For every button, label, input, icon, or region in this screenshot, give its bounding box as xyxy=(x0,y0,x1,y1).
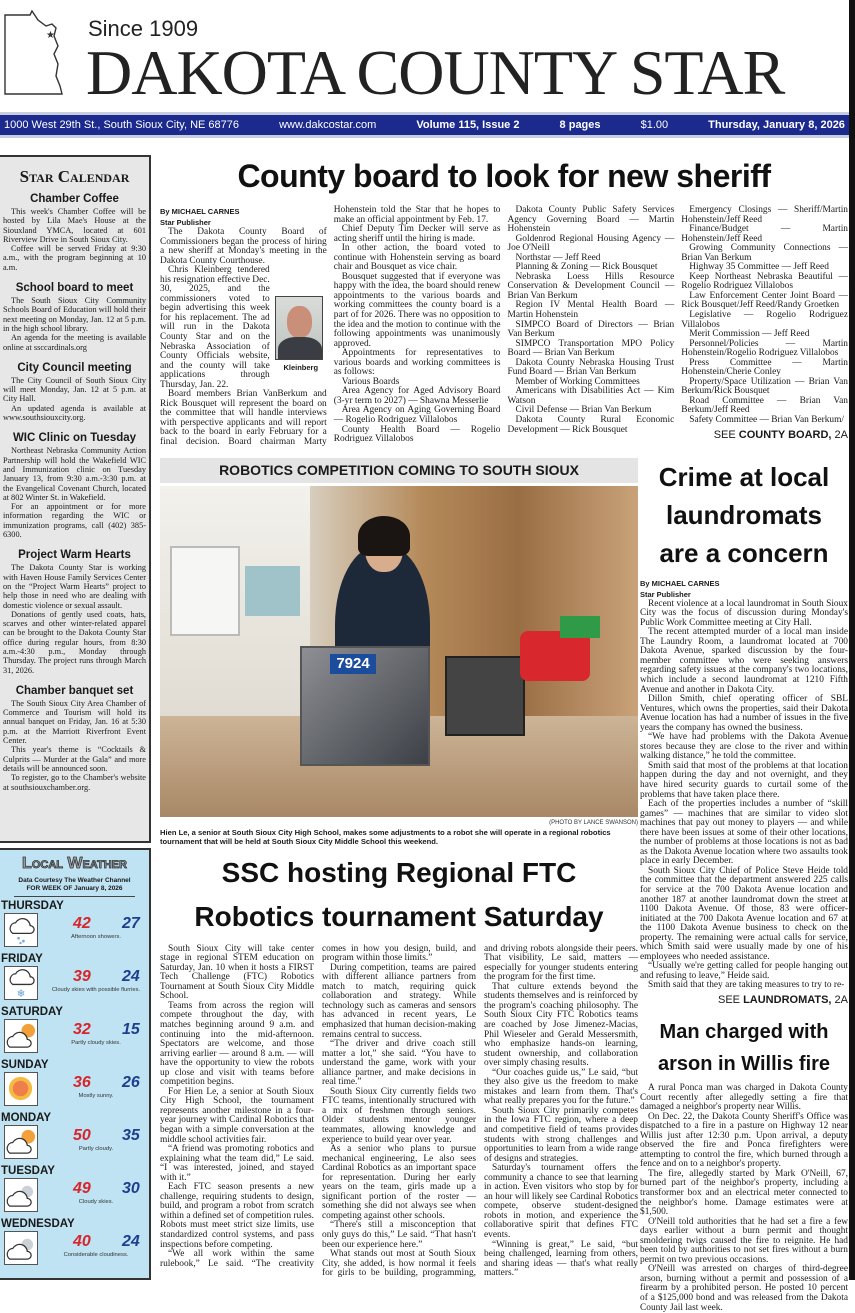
svg-text:❄: ❄ xyxy=(16,989,26,998)
high-temp: 39 xyxy=(73,968,91,985)
calendar-item-heading: City Council meeting xyxy=(17,361,132,374)
paragraph: Bousquet suggested that if everyone was happy with the idea, the board should renew appointments to the various boards and working committees the county board is a part of for 2026. There was no opposition to the idea and the motion to continue with the following appointments was unanimously approved. xyxy=(333,271,501,349)
high-temp: 36 xyxy=(73,1074,91,1091)
paragraph: Civil Defense — Brian Van Berkum xyxy=(515,405,652,416)
calendar-item-heading: WIC Clinic on Tuesday xyxy=(12,432,137,445)
paragraph: Area Agency on Aging Governing Board — Rogelio Rodriguez Villalobos xyxy=(333,405,501,426)
paragraph: An agenda for the meeting is available online at ssccardinals.org xyxy=(3,333,146,352)
newspaper-title: DAKOTA COUNTY STAR xyxy=(86,37,785,108)
jump-county-board[interactable] xyxy=(681,429,848,441)
weather-description: Cloudy skies with possible flurries. xyxy=(51,987,141,993)
headline-line: Robotics tournament Saturday xyxy=(194,900,604,932)
banner-text: ROBOTICS COMPETITION COMING TO SOUTH SIOUX xyxy=(219,461,579,478)
calendar-title: Star Calendar xyxy=(19,167,130,186)
paragraph: Road Committee — Brian Van Berkum/Jeff Reed xyxy=(681,395,848,416)
paragraph: An updated agenda is available at www.southsiouxcity.org. xyxy=(3,403,146,423)
paragraph: Law Enforcement Center Joint Board — Rick Bousquet/Jeff Reed/Randy Groetken xyxy=(681,290,848,311)
paragraph: Each FTC season presents a new challenge, requiring students to design, build, and program a robot from scratch within a defined set of competition rules. Robots must meet strict size limits, use standardized control systems, and pass inspections before competing. xyxy=(160,1182,314,1250)
paragraph: SIMPCO Board of Directors — Brian Van Berkum xyxy=(507,319,675,340)
divider xyxy=(14,896,135,897)
sheriff-headline xyxy=(160,150,848,202)
weather-row xyxy=(0,1072,149,1112)
kleinberg-photo xyxy=(275,296,327,372)
laundromat-article xyxy=(640,578,848,991)
info-bar xyxy=(0,112,849,138)
paragraph: Various Boards xyxy=(341,376,400,387)
jump-laundromats[interactable] xyxy=(640,994,848,1006)
paragraph: Board members Brian VanBerkum and Rick Bousquet will represent the board on the committee that will handle interviews with perspective applicants and will report back to the board in early February for a final decision. Board chairman Marty Hohenstein told the Star that he hopes to make an official appointment by Feb. 17. xyxy=(160,205,501,448)
low-temp: 26 xyxy=(122,1074,140,1091)
weather-credit: Data Courtesy The Weather Channel xyxy=(18,877,131,884)
robotics-banner xyxy=(160,458,638,483)
paragraph: Finance/Budget — Martin Hohenstein/Jeff Reed xyxy=(681,224,848,244)
paragraph: Keep Northeast Nebraska Beautiful — Rogelio Rodriguez Villalobos xyxy=(681,271,848,292)
paragraph: Northstar — Jeff Reed xyxy=(515,252,601,263)
weather-description: Partly cloudy skies. xyxy=(71,1040,121,1046)
paragraph: South Sioux City primarily competes in the Iowa FTC region, where a deep and competitive field of teams provides students with strong challenges and opportunities to learn from a wide range of designs and strategies. xyxy=(484,1105,638,1164)
paragraph: The City Council of South Sioux City will meet Monday, Jan. 12 at 5 p.m. at City Hall. xyxy=(3,375,146,404)
paragraph: Smith said that they are taking measures to try to re- xyxy=(648,980,845,991)
headshot-image xyxy=(275,296,323,360)
byline: By MICHAEL CARNES xyxy=(640,578,720,588)
page-edge xyxy=(849,0,855,1280)
calendar-item xyxy=(3,549,146,675)
weather-row xyxy=(0,1125,149,1165)
paragraph: To register, go to the Chamber's website at southsiouxchamber.org. xyxy=(3,773,146,792)
paragraph: Dakota County Public Safety Services Agency Governing Board — Martin Hohenstein xyxy=(507,205,675,235)
paragraph: Planning & Zoning — Rick Bousquet xyxy=(515,262,658,273)
snowflake-cloud-icon xyxy=(4,966,38,1000)
weather-day-label: THURSDAY xyxy=(1,900,64,912)
paragraph: “Our coaches guide us,” Le said, “but they also give us the freedom to make mistakes and learn from them. That's what really prepares you for the future.” xyxy=(484,1067,638,1107)
calendar-item-heading: Chamber Coffee xyxy=(30,193,119,205)
calendar-item xyxy=(3,432,146,539)
paragraph: Press Committee — Martin Hohenstein/Cherie Conley xyxy=(681,357,848,378)
paragraph: Donations of gently used coats, hats, scarves and other winter-related apparel can be brought to the Dakota County Star office during regular hours, from 8:30 a.m.-4:30 p.m., Monday through Thursday. The project runs through March 31, 2026. xyxy=(3,609,146,675)
masthead xyxy=(0,0,849,110)
partly-cloudy-icon xyxy=(4,1125,38,1159)
paragraph: Dakota County Nebraska Housing Trust Fund Board — Brian Van Berkum xyxy=(507,357,675,378)
paragraph: In other action, the board voted to continue with Hohenstein serving as board chair and Bousquet as vice chair. xyxy=(333,243,501,273)
paragraph: “The driver and drive coach still matter a lot,” she said. “You have to understand the game, work with your alliance partner, and make decisions in real time.” xyxy=(322,1039,476,1088)
sheriff-article xyxy=(160,206,848,448)
calendar-item-heading: School board to meet xyxy=(15,282,134,295)
paragraph: On Dec. 22, the Dakota County Sheriff's Office was dispatched to a fire in a pasture on Highway 12 near Willis just after 12:30 p.m. Upon arrival, a deputy observed the fire and Ponca firefighters were attempting to control the fire, which burned through a fence and on to a neighbor's property. xyxy=(640,1111,848,1170)
arson-headline xyxy=(640,1016,848,1080)
jump-page: 2A xyxy=(831,428,848,441)
paragraph: Member of Working Committees xyxy=(515,376,640,387)
weather-day-label: SATURDAY xyxy=(1,1006,63,1018)
paragraph: What stands out most at South Sioux City, she added, is how normal it feels for girls to be building, programming, and driving robots alongside their peers. That visibility, Le said, matters — especially for younger students entering the program for the first time. xyxy=(322,943,638,1279)
headline-line: are a concern xyxy=(659,537,829,568)
calendar-item-heading: Project Warm Hearts xyxy=(18,549,131,562)
local-weather xyxy=(0,848,151,1280)
paragraph: Recent violence at a local laundromat in South Sioux City was the focus of discussion during Monday's Public Work Committee meeting at City Hall. xyxy=(640,598,848,628)
high-temp: 42 xyxy=(73,915,91,932)
paragraph: This year's theme is “Cocktails & Culprits — Murder at the Gala” and more details will be announced soon. xyxy=(3,745,146,773)
calendar-item xyxy=(3,282,146,352)
paragraph: Dillon Smith, chief operating officer of SBL Ventures, which owns the properties, said their Dakota Avenue location has had a number of issues in the five years the company has owned the business. xyxy=(640,694,848,733)
paragraph: Coffee will be served Friday at 9:30 a.m., with the program beginning at 10 a.m. xyxy=(3,244,146,272)
partly-cloudy-icon xyxy=(4,1019,38,1053)
paragraph: O'Neill was arrested on charges of third-degree arson, burning without a permit and possession of a firearm by a prohibited person. He posted 10 percent of a $125,000 bond and was released from the Dakota County Jail last week. xyxy=(640,1264,848,1313)
weather-day-label: WEDNESDAY xyxy=(1,1218,75,1230)
low-temp: 35 xyxy=(122,1127,140,1144)
paragraph: Goldenrod Regional Housing Agency — Joe O'Neill xyxy=(507,233,675,254)
high-temp: 32 xyxy=(73,1021,91,1038)
weather-day-label: MONDAY xyxy=(1,1112,52,1124)
paragraph: The South Sioux City Community Schools Board of Education will hold their next meeting on Monday, Jan. 12 at 5 p.m. in the high school library. xyxy=(3,296,146,333)
headline-line: Man charged with xyxy=(659,1021,829,1043)
paragraph: Highway 35 Committee — Jeff Reed xyxy=(689,262,829,273)
paragraph: Growing Community Connections — Brian Van Berkum xyxy=(681,243,848,263)
paragraph: Merit Commission — Jeff Reed xyxy=(689,329,810,340)
calendar-item xyxy=(3,685,146,792)
jump-target: COUNTY BOARD, xyxy=(738,428,832,441)
right-column xyxy=(640,458,848,1313)
nebraska-outline-logo xyxy=(2,6,92,98)
paragraph: Nebraska Loess Hills Resource Conservation & Development Council — Brian Van Berkum xyxy=(507,271,675,301)
arson-article xyxy=(640,1084,848,1313)
main-content xyxy=(160,150,848,1313)
paragraph: During competition, teams are paired with different alliance partners from match to match, requiring quick collaboration and strategy. While technology such as cameras and sensors has advanced in recent years, Le emphasized that human decision-making remains central to success. xyxy=(322,962,476,1040)
weather-day-label: SUNDAY xyxy=(1,1059,49,1071)
paragraph: The fire, allegedly started by Mark O'Neill, 67, burned part of the neighbor's property, including a transformer box and an electrical meter connected to the neighbor's home. Damage estimates were at $1,500. xyxy=(640,1168,848,1218)
paragraph: Region IV Mental Health Board — Martin Hohenstein xyxy=(507,300,675,321)
volume-issue: Volume 115, Issue 2 xyxy=(416,119,520,131)
paragraph: Area Agency for Aged Advisory Board (3-yr term to 2027) — Shawna Messerlie xyxy=(333,386,501,406)
photo-caption: Hien Le, a senior at South Sioux City High School, makes some adjustments to a robot she will operate in a regional robotics tournament that will be held at South Sioux City Middle School this weekend. xyxy=(160,827,611,847)
paragraph: Smith said that most of the problems at that location happen during the day and not overnight, and they have hired security guards to curtail some of the problems that have taken place there. xyxy=(640,760,848,800)
paragraph: For an appointment or for more information regarding the WIC or immunization programs, call (402) 385-6300. xyxy=(3,502,146,540)
robotics-article xyxy=(160,945,638,1279)
calendar-item xyxy=(3,193,146,272)
sun-icon xyxy=(4,1072,38,1106)
since-label: Since 1909 xyxy=(88,16,199,41)
price: $1.00 xyxy=(640,119,669,131)
jump-target: LAUNDROMATS, xyxy=(743,994,832,1006)
paragraph: As a senior who plans to pursue mechanical engineering, Le also sees Cardinal Robotics as an important space for representation. During her early years on the team, girls made up a significant portion of the roster — something she did not always see when competing against other schools. xyxy=(322,1144,476,1221)
low-temp: 24 xyxy=(122,1233,140,1250)
weather-title: Local Weather xyxy=(22,855,127,872)
paragraph: Safety Committee — Brian Van Berkum/ xyxy=(689,415,844,426)
photo-credit: (PHOTO BY LANCE SWANSON) xyxy=(549,819,638,826)
cloud-icon xyxy=(4,1178,38,1212)
paragraph: Teams from across the region will compete throughout the day, with matches beginning around 9 a.m. and continuing into the mid-afternoon. Spectators are welcome, and those arriving earlier — around 8 a.m. — will have the opportunity to view the robots up close and visit with teams before competition begins. xyxy=(160,1000,314,1088)
issue-date: Thursday, January 8, 2026 xyxy=(708,119,845,131)
star-calendar xyxy=(0,155,151,843)
weather-week: FOR WEEK OF January 8, 2026 xyxy=(26,885,123,892)
headline-text: County board to look for new sheriff xyxy=(237,158,771,194)
paragraph: The South Sioux City Area Chamber of Commerce and Tourism will hold its annual banquet on Friday, Jan. 16 at 5:30 p.m. at the Marriott Riverfront Event Center. xyxy=(3,698,146,746)
paragraph: The Dakota County Star is working with Haven House Family Services Center on the “Project Warm Hearts” project to help those in need who are dealing with domestic violence or sexual assault. xyxy=(3,563,146,610)
paragraph: “Winning is great,” Le said, “but being challenged, learning from others, and sharing ideas — that's what really matters.” xyxy=(484,1239,638,1279)
weather-row xyxy=(0,1231,149,1271)
weather-day-label: FRIDAY xyxy=(1,953,43,965)
low-temp: 30 xyxy=(122,1180,140,1197)
weather-description: Mostly sunny. xyxy=(78,1093,114,1099)
low-temp: 24 xyxy=(122,968,140,985)
paragraph: SIMPCO Transportation MPO Policy Board — Brian Van Berkum xyxy=(507,338,675,359)
byline-role: Star Publisher xyxy=(640,589,691,599)
headline-line: SSC hosting Regional FTC xyxy=(221,856,577,888)
paragraph: Legislative — Rogelio Rodriguez Villalobos xyxy=(681,310,848,330)
jump-prefix: SEE xyxy=(718,994,744,1006)
snow-shower-icon xyxy=(4,913,38,947)
laundromat-headline xyxy=(640,458,848,572)
robotics-photo xyxy=(160,486,638,817)
paragraph: County Health Board — Rogelio Rodriguez Villalobos xyxy=(333,424,501,445)
paragraph: “There's still a misconception that only guys do this,” Le said. “That hasn't been our experience here.” xyxy=(322,1220,476,1250)
paragraph: For Hien Le, a senior at South Sioux City High School, the tournament represents another milestone in a four-year journey with Cardinal Robotics that began with a simple conversation at the middle school activities fair. xyxy=(160,1086,314,1145)
low-temp: 27 xyxy=(122,915,140,932)
robot-number-label: 7924 xyxy=(330,654,376,674)
weather-row xyxy=(0,1178,149,1218)
calendar-item-heading: Chamber banquet set xyxy=(15,684,134,697)
low-temp: 15 xyxy=(122,1021,140,1038)
weather-description: Partly cloudy. xyxy=(78,1146,114,1152)
paragraph: “We all work within the same rulebook,” Le said. “The creativity comes in how you design, build, and program within those limits.” xyxy=(160,943,476,1269)
weather-description: Afternoon showers. xyxy=(71,934,121,940)
weather-row xyxy=(0,966,149,1006)
paragraph: Americans with Disabilities Act — Kim Watson xyxy=(507,386,675,406)
paragraph: South Sioux City Chief of Police Steve Heide told the committee that the department answered 225 calls for service at the 700 Dakota Avenue location and another 187 at another laundromat down the street at 1100 Dakota Avenue. Of those, 83 were officer-initiated at the 700 Dakota Avenue location and 67 at the 1100 Dakota Avenue business to check on the property. The remaining were actual calls for service, which Smith said were usually made by one of his employees who needed assistance. xyxy=(640,865,848,962)
paragraph: Dakota County Rural Economic Development — Rick Bousquet xyxy=(507,415,675,435)
paragraph: Chief Deputy Tim Decker will serve as acting sheriff until the hiring is made. xyxy=(333,224,501,244)
robotics-section xyxy=(160,458,638,1279)
headline-line: laundromats xyxy=(665,499,823,530)
paragraph: That culture extends beyond the students themselves and is reinforced by the program's coaching philosophy. The South Sioux City FTC Robotics teams are coached by Jose Jimenez-Macias, Phil Wieseler and Gerald Messersmith, who emphasize hands-on learning, student ownership, and collaboration over simply chasing results. xyxy=(484,981,638,1069)
paragraph: Chris Kleinberg tendered his resignation effective Dec. 30, 2025, and the commissioners voted to begin advertising this week for his replacement. The ad will run in the Dakota County Star and on the Nebraska Association of County Officials website, and the county will take applications through Thursday, Jan. 22. xyxy=(160,265,270,390)
paragraph: A rural Ponca man was charged in Dakota County Court recently after allegedly setting a fire that damaged a neighbor's property near Willis. xyxy=(640,1083,848,1113)
cloud-icon xyxy=(4,1231,38,1265)
photo-caption: Kleinberg xyxy=(283,363,319,373)
paragraph: “Usually we're getting called for people hanging out and refusing to leave,” Heide said. xyxy=(640,961,848,981)
paragraph: This week's Chamber Coffee will be hosted by Lila Mae's House at the Siouxland YMCA, located at 601 Riverview Drive in South Sioux City. xyxy=(3,207,146,244)
paragraph: Property/Space Utilization — Brian Van Berkum/Rick Bousquet xyxy=(681,376,848,397)
headline-line: arson in Willis fire xyxy=(657,1053,831,1075)
page-count: 8 pages xyxy=(559,119,601,131)
paragraph: South Sioux City currently fields two FTC teams, intentionally structured with a mix of freshmen through seniors. Older students mentor younger teammates, allowing knowledge and experience to build year over year. xyxy=(322,1086,476,1145)
paragraph: South Sioux City will take center stage in regional STEM education on Saturday, Jan. 10 when it hosts a FIRST Tech Challenge (FTC) Robotics Tournament at South Sioux City Middle School. xyxy=(160,943,314,1002)
high-temp: 50 xyxy=(73,1127,91,1144)
website-link[interactable]: www.dakcostar.com xyxy=(279,119,377,131)
byline: By MICHAEL CARNES xyxy=(160,207,240,216)
jump-page: 2A xyxy=(831,994,848,1006)
paragraph: O'Neill told authorities that he had set a fire a few days earlier without a burn permit and thought smoldering twigs caused the fire to reignite. He had been told by authorities to not set fires without a burn permit on two previous occasions. xyxy=(640,1216,848,1265)
weather-description: Cloudy skies. xyxy=(78,1199,114,1205)
paragraph: Northeast Nebraska Community Action Partnership will hold the Wakefield WIC and Immunization clinic on Tuesday January 13, from 9:30 a.m.-3:30 p.m. at the Evangelical Covenant Church, located at 802 Winter St. in Wakefield. xyxy=(3,446,146,502)
paragraph: The recent attempted murder of a local man inside The Laundry Room, a laundromat located at 700 Dakota Avenue, sparked discussion by the four-member committee who were seeking answers regarding safety issues at the company's two locations, which include a second laundromat at 1210 Fifth Avenue and another in Dakota City. xyxy=(640,627,848,695)
weather-row xyxy=(0,1019,149,1059)
paragraph: Appointments for representatives to various boards and working committees is as follows: xyxy=(333,348,501,378)
star-icon: ★ xyxy=(46,30,55,41)
address: 1000 West 29th St., South Sioux City, NE 68776 xyxy=(4,119,240,131)
headline-line: Crime at local xyxy=(658,461,830,492)
paragraph: Personnel/Policies — Martin Hohenstein/Rogelio Rodriguez Villalobos xyxy=(681,338,848,359)
paragraph: “We have had problems with the Dakota Avenue stores because they are close to the river and within walking distance,” he told the committee. xyxy=(640,732,848,762)
high-temp: 40 xyxy=(73,1233,91,1250)
byline-role: Star Publisher xyxy=(160,218,211,227)
jump-prefix: SEE xyxy=(713,428,739,441)
paragraph: Saturday's tournament offers the community a chance to see that learning in action. Even visitors who stop by for an hour will likely see Cardinal Robotics compete, observe student-designed robots in motion, and experience the collaborative spirit that defines FTC events. xyxy=(484,1163,638,1240)
weather-description: Considerable cloudiness. xyxy=(63,1252,129,1258)
paragraph: Each of the properties includes a number of “skill games” — machines that are similar to video slot machines that pay out money to players — and while there have been issues at some of their other locations, the number of problems at those locations is not as bad as the Dakota Avenue location where two assaults took place in early December. xyxy=(640,799,848,867)
weather-day-label: TUESDAY xyxy=(1,1165,55,1177)
robotics-headline xyxy=(160,851,638,939)
paragraph: “A friend was promoting robotics and explaining what the team did,” Le said. “I was interested, joined, and stayed with it.” xyxy=(160,1144,314,1183)
weather-row xyxy=(0,913,149,953)
high-temp: 49 xyxy=(73,1180,91,1197)
calendar-item xyxy=(3,362,146,422)
paragraph: Emergency Closings — Sheriff/Martin Hohenstein/Jeff Reed xyxy=(681,205,848,225)
paragraph: The Dakota County Board of Commissioners began the process of hiring a new sheriff at Monday's meeting in the Dakota County Courthouse. xyxy=(160,227,327,266)
